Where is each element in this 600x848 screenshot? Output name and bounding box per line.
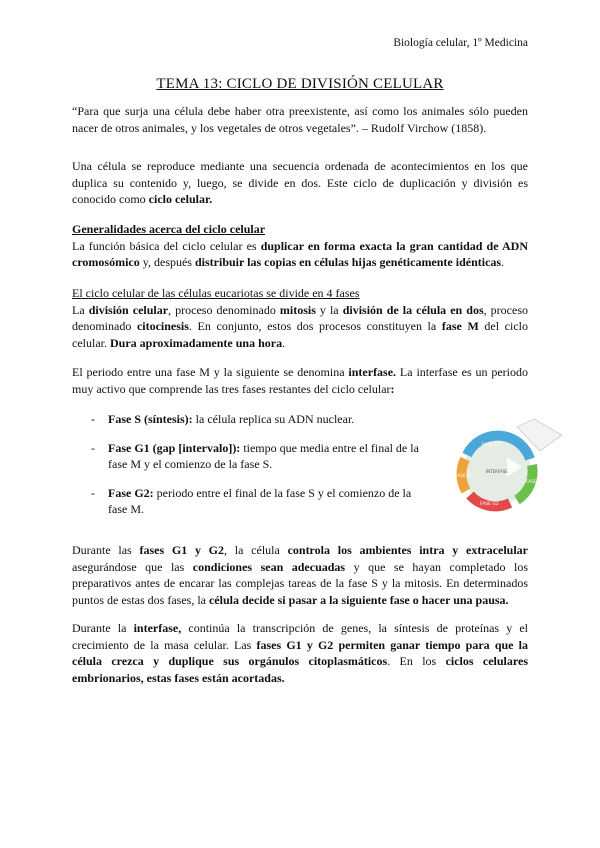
list-item: - Fase S (síntesis): la célula replica su ADN nuclear. [91,412,355,426]
label-g2: FASE G2 [480,502,499,507]
quote-paragraph: “Para que surja una célula debe haber otra preexistente, así como los animales sólo pueden nacer de otros animales, y los vegetales de otros vegetales”. – Rudolf Virchow (1858). [72,104,528,135]
label-center: INTERFASE [486,469,508,474]
label-g1: FASE G1 [482,443,501,448]
interfase-paragraph: El periodo entre una fase M y la siguiente se denomina interfase. La interfase es un periodo muy activo que comprende las tres fases restantes del ciclo celular: [72,365,528,396]
page-title: TEMA 13: CICLO DE DIVISIÓN CELULAR [156,76,444,92]
intro-paragraph: Una célula se reproduce mediante una secuencia ordenada de acontecimientos en los que duplica su contenido y, luego, se divide en dos. Este ciclo de duplicación y división es conocido como ciclo celular. [72,159,528,206]
label-s: FASE S [526,480,542,485]
cell-cycle-diagram [422,415,572,523]
crecimiento-paragraph: Durante la interfase, continúa la transcripción de genes, la síntesis de proteínas y el crecimiento de la masa celular. Las fases G1 y G2 permiten ganar tiempo para que la célula crezca y duplique sus orgánulos citoplasmáticos. En los ciclos celulares embrionarios, estas fases están acortadas. [72,621,528,685]
phase-list [91,411,421,530]
generalidades-paragraph: La función básica del ciclo celular es duplicar en forma exacta la gran cantidad de ADN cromosómico y, después distribuir las copias en células hijas genéticamente idénticas. [72,238,528,269]
control-paragraph: Durante las fases G1 y G2, la célula controla los ambientes intra y extracelular asegurándose que las condiciones sean adecuadas y que se hayan completado los preparativos antes de encarar las complejas tareas de la fase S y la mitosis. En determinados puntos de estas dos fases, la célula decide si pasar a la siguiente fase o hacer una pausa. [72,543,529,607]
page-header: Biología celular, 1º Medicina [393,37,528,49]
list-item: - Fase G1 (gap [intervalo]): tiempo que media entre el final de la fase M y el comienzo de la fase S. [91,440,419,471]
section-heading: El ciclo celular de las células eucariotas se divide en 4 fases [72,286,360,300]
fases-paragraph: La división celular, proceso denominado mitosis y la división de la célula en dos, proceso denominado citocinesis. En conjunto, estos dos procesos constituyen la fase M del ciclo celular. Dura aproximadamente una hora. [72,302,528,350]
section-generalidades [72,221,528,271]
label-m: FASE M [455,474,472,479]
list-item: - Fase G2: periodo entre el final de la fase S y el comienzo de la fase M. [91,485,412,516]
section-fases [72,285,528,351]
section-heading: Generalidades acerca del ciclo celular [72,222,266,236]
